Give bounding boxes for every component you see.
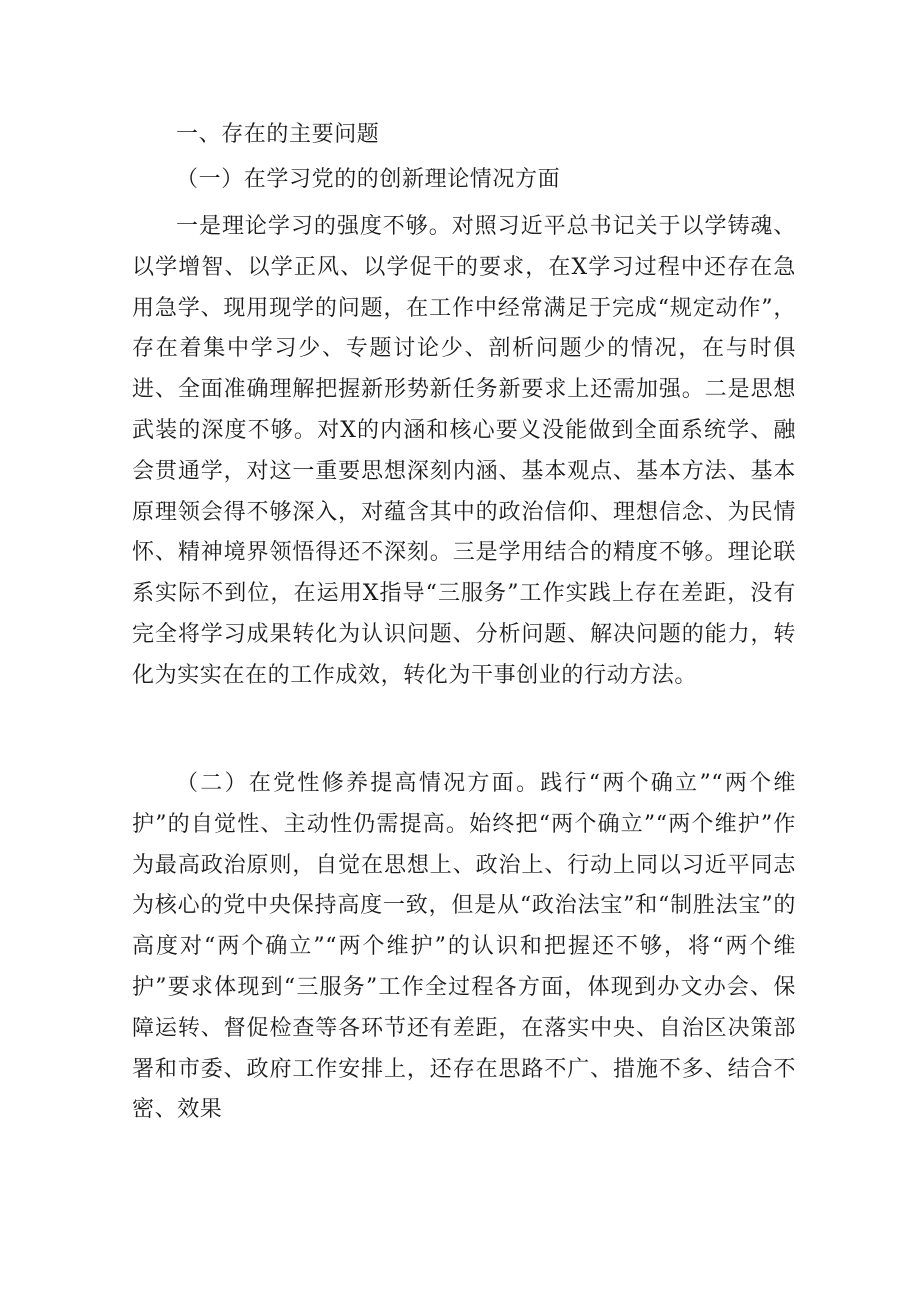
section-heading: 一、存在的主要问题 [176,122,380,147]
subsection-heading: （一）在学习党的的创新理论情况方面 [176,167,561,192]
body-paragraph-theory-study: 一是理论学习的强度不够。对照习近平总书记关于以学铸魂、以学增智、以学正风、以学促干的要求，在X学习过程中还存在急用急学、现用现学的问题，在工作中经常满足于完成“规定动作”，存在着集中学习少、专题讨论少、剖析问题少的情况，在与时俱进、全面准确理解把握新形势新任务新要求上还需加强。二是思想武装的深度不够。对X的内涵和核心要义没能做到全面系统学、融会贯通学，对这一重要思想深刻内涵、基本观点、基本方法、基本原理领会得不够深入，对蕴含其中的政治信仰、理想信念、为民情怀、精神境界领悟得还不深刻。三是学用结合的精度不够。理论联系实际不到位，在运用X指导“三服务”工作实践上存在差距，没有完全将学习成果转化为认识问题、分析问题、解决问题的能力，转化为实实在在的工作成效，转化为干事创业的行动方法。 [132,214,796,688]
body-paragraph-party-cultivation: （二）在党性修养提高情况方面。践行“两个确立”“两个维护”的自觉性、主动性仍需提高。始终把“两个确立”“两个维护”作为最高政治原则，自觉在思想上、政治上、行动上同以习近平同志为核心的党中央保持高度一致，但是从“政治法宝”和“制胜法宝”的高度对“两个确立”“两个维护”的认识和把握还不够，将“两个维护”要求体现到“三服务”工作全过程各方面，体现到办文办会、保障运转、督促检查等各环节还有差距，在落实中央、自治区决策部署和市委、政府工作安排上，还存在思路不广、措施不多、结合不密、效果 [132,771,796,1123]
